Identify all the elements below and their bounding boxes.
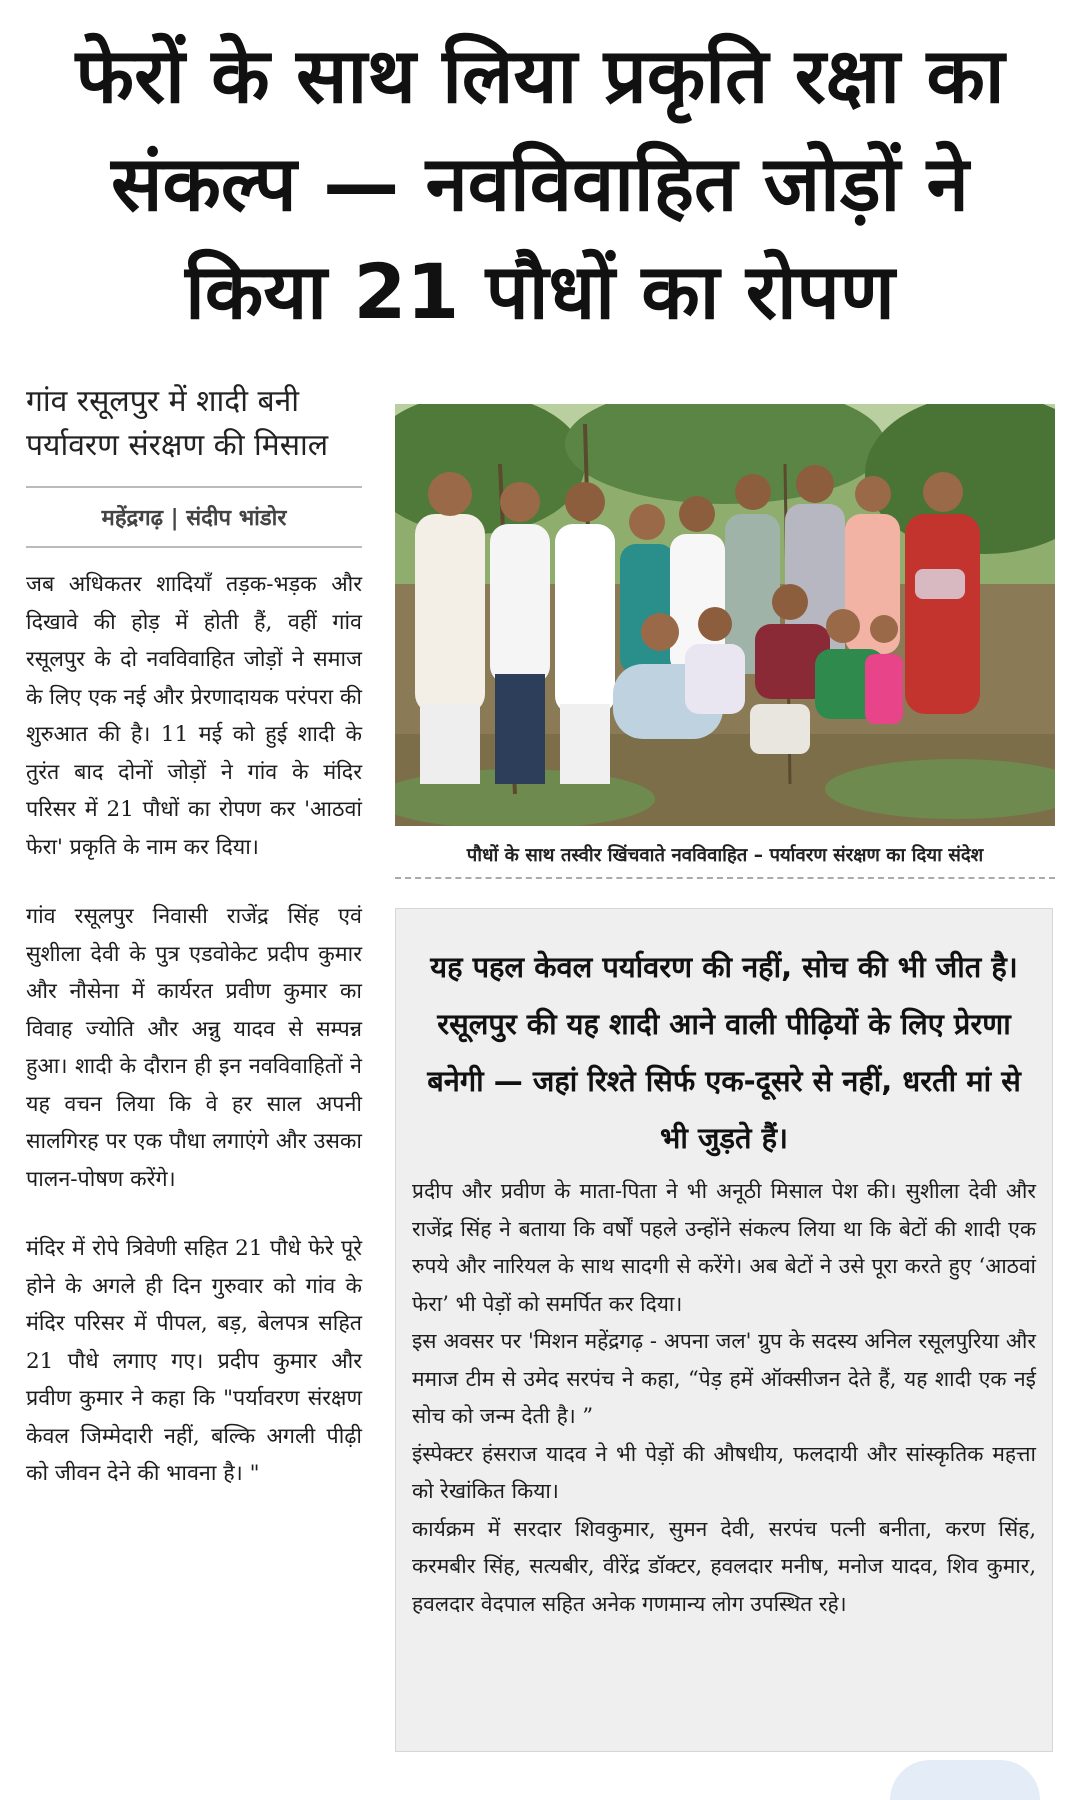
news-photo bbox=[395, 404, 1055, 826]
photo-caption: पौधों के साथ तस्वीर खिंचवाते नवविवाहित – पर्यावरण संरक्षण का दिया संदेश bbox=[395, 842, 1055, 879]
subheadline: गांव रसूलपुर में शादी बनी पर्यावरण संरक्षण की मिसाल bbox=[26, 380, 362, 488]
highlight-box bbox=[395, 908, 1053, 1752]
corner-decoration bbox=[890, 1760, 1040, 1800]
byline: महेंद्रगढ़ | संदीप भांडोर bbox=[26, 488, 362, 548]
article-paragraph: गांव रसूलपुर निवासी राजेंद्र सिंह एवं सुशीला देवी के पुत्र एडवोकेट प्रदीप कुमार और नौसेना में कार्यरत प्रवीण कुमार का विवाह ज्योति और अन्नु यादव से सम्पन्न हुआ। शादी के दौरान ही इन नवविवाहितों ने यह वचन लिया कि वे हर साल अपनी सालगिरह पर एक पौधा लगाएंगे और उसका पालन-पोषण करेंगे। bbox=[26, 904, 362, 1192]
article-paragraph: मंदिर में रोपे त्रिवेणी सहित 21 पौधे फेरे पूरे होने के अगले ही दिन गुरुवार को गांव के मंदिर परिसर में पीपल, बड़, बेलपत्र सहित 21 पौधे लगाए गए। प्रदीप कुमार और प्रवीण कुमार ने कहा कि "पर्यावरण संरक्षण केवल जिम्मेदारी नहीं, बल्कि अगली पीढ़ी को जीवन देने की भावना है। " bbox=[26, 1236, 362, 1486]
box-paragraph: कार्यक्रम में सरदार शिवकुमार, सुमन देवी, सरपंच पत्नी बनीता, करण सिंह, करमबीर सिंह, सत्यबीर, वीरेंद्र डॉक्टर, हवलदार मनीष, मनोज यादव, शिव कुमार, हवलदार वेदपाल सहित अनेक गणमान्य लोग उपस्थित रहे। bbox=[412, 1516, 1036, 1616]
box-paragraph: इंस्पेक्टर हंसराज यादव ने भी पेड़ों की औषधीय, फलदायी और सांस्कृतिक महत्ता को रेखांकित किया। bbox=[412, 1441, 1036, 1503]
headline bbox=[30, 22, 1050, 346]
headline-line-3: किया 21 पौधों का रोपण bbox=[185, 247, 895, 336]
headline-line-1: फेरों के साथ लिया प्रकृति रक्षा का bbox=[75, 31, 1005, 120]
left-column bbox=[26, 380, 362, 1493]
article-paragraph: जब अधिकतर शादियाँ तड़क-भड़क और दिखावे की होड़ में होती हैं, वहीं गांव रसूलपुर के दो नवविवाहित जोड़ों ने समाज के लिए एक नई और प्रेरणादायक परंपरा की शुरुआत की है। 11 मई को हुई शादी के तुरंत बाद दोनों जोड़ों ने गांव के मंदिर परिसर में 21 पौधों का रोपण कर 'आठवां फेरा' प्रकृति के नाम कर दिया। bbox=[26, 572, 362, 860]
box-paragraph: प्रदीप और प्रवीण के माता-पिता ने भी अनूठी मिसाल पेश की। सुशीला देवी और राजेंद्र सिंह ने बताया कि वर्षों पहले उन्होंने संकल्प लिया था कि बेटों की शादी एक रुपये और नारियल के साथ सादगी से करेंगे। अब बेटों ने उसे पूरा करते हुए ‘आठवां फेरा’ भी पेड़ों को समर्पित कर दिया। bbox=[412, 1179, 1036, 1316]
box-paragraph: इस अवसर पर 'मिशन महेंद्रगढ़ - अपना जल' ग्रुप के सदस्य अनिल रसूलपुरिया और ममाज टीम से उमेद सरपंच ने कहा, “पेड़ हमें ऑक्सीजन देते हैं, यह शादी एक नई सोच को जन्म देती है। ” bbox=[412, 1329, 1036, 1428]
photo-illustration bbox=[395, 404, 1055, 826]
headline-line-2: संकल्प — नवविवाहित जोड़ों ने bbox=[111, 139, 969, 228]
pull-quote: यह पहल केवल पर्यावरण की नहीं, सोच की भी जीत है। रसूलपुर की यह शादी आने वाली पीढ़ियों के लिए प्रेरणा बनेगी — जहां रिश्ते सिर्फ एक-दूसरे से नहीं, धरती मां से भी जुड़ते हैं। bbox=[427, 950, 1021, 1155]
